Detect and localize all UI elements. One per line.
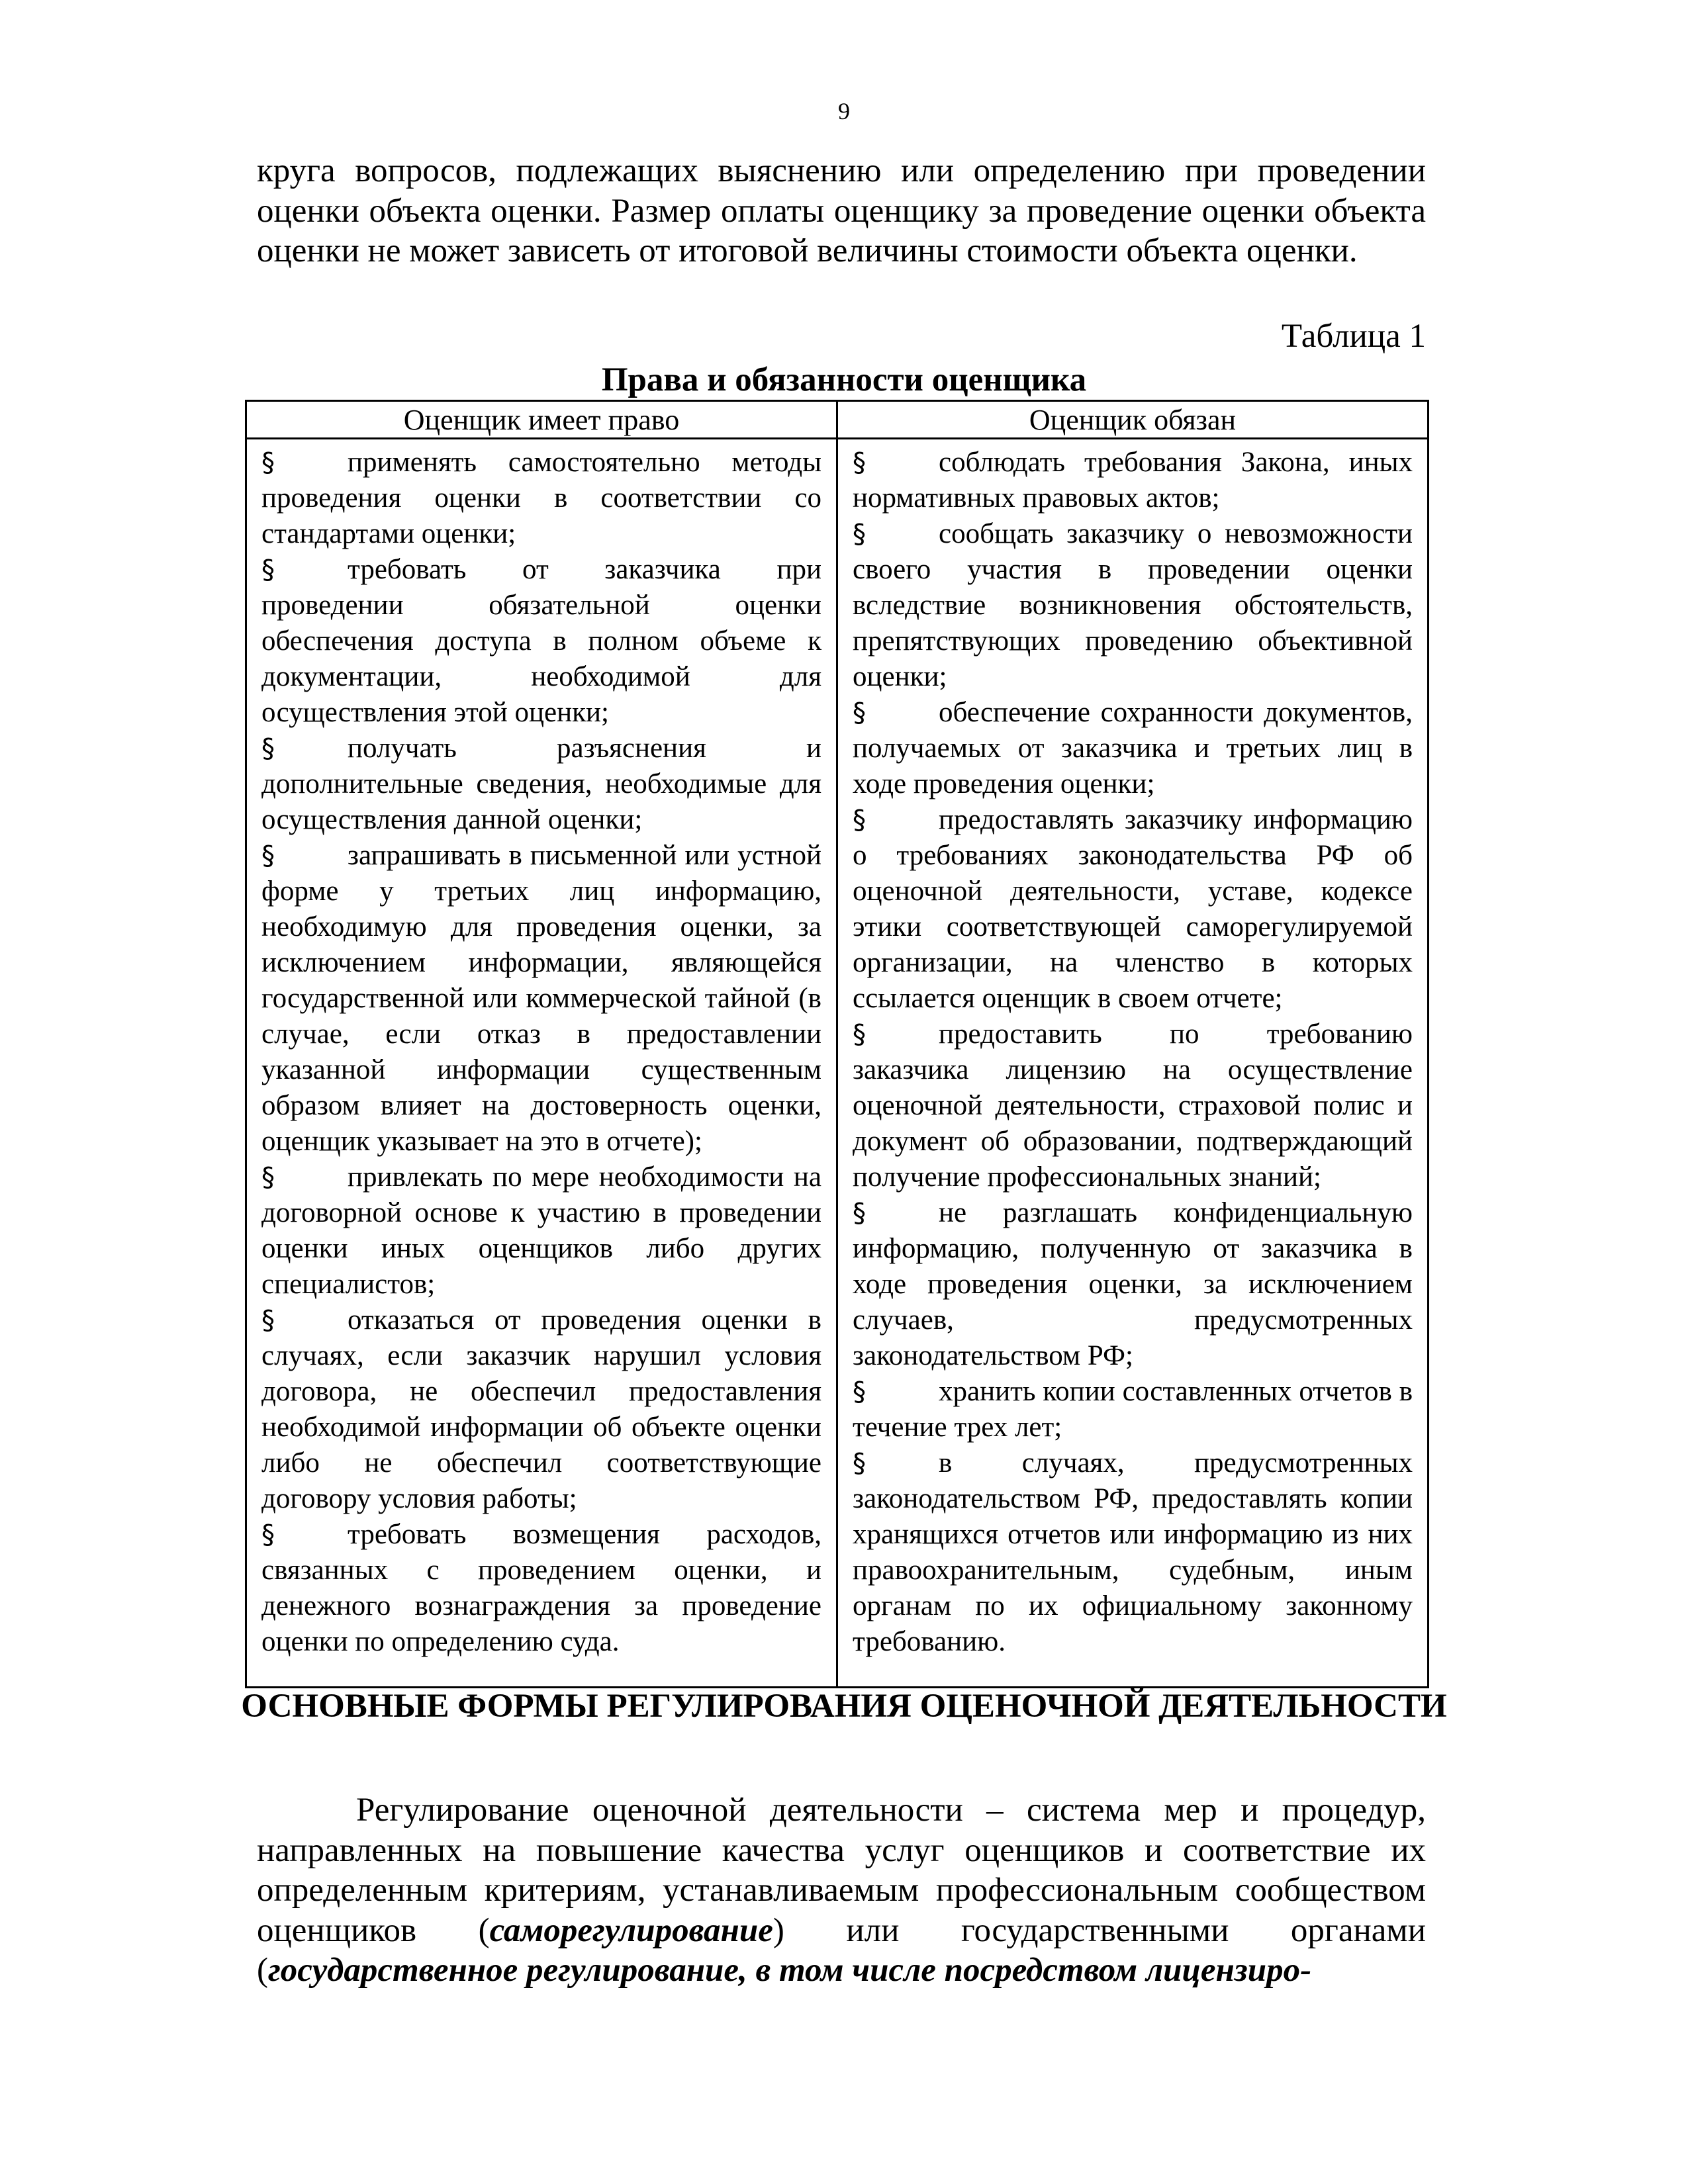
duties-column-header: Оценщик обязан: [837, 401, 1429, 439]
rights-item: [261, 1160, 821, 1302]
section-sign-icon: §: [261, 1520, 275, 1550]
rights-item: [261, 1517, 821, 1660]
rights-column: [246, 439, 837, 1688]
section-sign-icon: §: [853, 698, 866, 728]
section-sign-icon: §: [261, 447, 275, 478]
duties-item: [853, 1374, 1413, 1445]
duties-item-text: не разглашать конфиденциальную информацию, полученную от заказчика в ходе проведения оценки, за исключением случаев, предусмотренных законодательством РФ;: [853, 1197, 1413, 1371]
section-sign-icon: §: [853, 1198, 866, 1228]
regulation-paragraph: [257, 1790, 1426, 1991]
duties-item-text: соблюдать требования Закона, иных нормативных правовых актов;: [853, 447, 1413, 514]
section-sign-icon: §: [261, 1162, 275, 1193]
rights-column-header: Оценщик имеет право: [246, 401, 837, 439]
page-number: 9: [838, 98, 850, 124]
emphasis-term: саморегулирование: [489, 1911, 773, 1949]
rights-item: [261, 731, 821, 838]
table-body-row: [246, 439, 1429, 1688]
duties-item-text: в случаях, предусмотренных законодательством РФ, предоставлять копии хранящихся отчетов или информацию из них правоохранительным, судебным, иным органам по их официальному законному требованию.: [853, 1447, 1413, 1657]
duties-item: [853, 516, 1413, 695]
paragraph-text: ) или государственными органами (: [257, 1911, 1426, 1989]
table-label: Таблица 1: [1281, 318, 1426, 355]
duties-item: [853, 1445, 1413, 1660]
section-sign-icon: §: [853, 1019, 866, 1050]
section-sign-icon: §: [853, 805, 866, 835]
rights-duties-table: [245, 400, 1429, 1688]
duties-item: [853, 445, 1413, 516]
duties-item: [853, 1017, 1413, 1195]
section-sign-icon: §: [853, 447, 866, 478]
duties-item: [853, 1195, 1413, 1374]
rights-item: [261, 445, 821, 552]
section-sign-icon: §: [261, 1305, 275, 1336]
duties-item: [853, 695, 1413, 802]
table-title: Права и обязанности оценщика: [601, 361, 1087, 398]
rights-item-text: требовать от заказчика при проведении обязательной оценки обеспечения доступа в полном объеме к документации, необходимой для осуществления этой оценки;: [261, 554, 821, 728]
rights-item-text: запрашивать в письменной или устной форме у третьих лиц информацию, необходимую для проведения оценки, за исключением информации, являющейся государственной или коммерческой тайной (в случае, если отказ в предоставлении указанной информации существенным образом влияет на достоверность оценки, оценщик указывает на это в отчете);: [261, 840, 821, 1157]
intro-paragraph: круга вопросов, подлежащих выяснению или определению при проведении оценки объекта оценки. Размер оплаты оценщику за проведение оценки объекта оценки не может зависеть от итоговой величины стоимости объекта оценки.: [257, 152, 1426, 269]
rights-item-text: отказаться от проведения оценки в случаях, если заказчик нарушил условия договора, не обеспечил предоставления необходимой информации об объекте оценки либо не обеспечил соответствующие договору условия работы;: [261, 1304, 821, 1514]
duties-item-text: обеспечение сохранности документов, получаемых от заказчика и третьих лиц в ходе проведения оценки;: [853, 697, 1413, 799]
rights-item: [261, 552, 821, 731]
duties-column: [837, 439, 1429, 1688]
table-header-row: [246, 401, 1429, 439]
section-sign-icon: §: [853, 519, 866, 549]
rights-item-text: привлекать по мере необходимости на договорной основе к участию в проведении оценки иных оценщиков либо других специалистов;: [261, 1161, 821, 1300]
section-sign-icon: §: [853, 1377, 866, 1407]
section-heading: ОСНОВНЫЕ ФОРМЫ РЕГУЛИРОВАНИЯ ОЦЕНОЧНОЙ ДЕЯТЕЛЬНОСТИ: [241, 1688, 1447, 1725]
emphasis-term: государственное регулирование, в том числе посредством лицензиро-: [267, 1952, 1312, 1989]
duties-item: [853, 802, 1413, 1017]
rights-item-text: требовать возмещения расходов, связанных с проведением оценки, и денежного вознаграждения за проведение оценки по определению суда.: [261, 1519, 821, 1657]
duties-item-text: хранить копии составленных отчетов в течение трех лет;: [853, 1376, 1413, 1443]
rights-item: [261, 838, 821, 1160]
section-sign-icon: §: [261, 841, 275, 871]
rights-item-text: применять самостоятельно методы проведения оценки в соответствии со стандартами оценки;: [261, 447, 821, 549]
section-sign-icon: §: [853, 1448, 866, 1479]
rights-item-text: получать разъяснения и дополнительные сведения, необходимые для осуществления данной оценки;: [261, 733, 821, 835]
duties-item-text: предоставить по требованию заказчика лицензию на осуществление оценочной деятельности, страховой полис и документ об образовании, подтверждающий получение профессиональных знаний;: [853, 1019, 1413, 1193]
section-sign-icon: §: [261, 733, 275, 764]
duties-item-text: сообщать заказчику о невозможности своего участия в проведении оценки вследствие возникновения обстоятельств, препятствующих проведению объективной оценки;: [853, 518, 1413, 692]
duties-item-text: предоставлять заказчику информацию о требованиях законодательства РФ об оценочной деятельности, уставе, кодексе этики соответствующей саморегулируемой организации, на членство в которых ссылается оценщик в своем отчете;: [853, 804, 1413, 1014]
paragraph-text: Регулирование оценочной деятельности – система мер и процедур, направленных на повышение качества услуг оценщиков и соответствие их определенным критериям, устанавливаемым профессиональным сообществом оценщиков (: [257, 1792, 1426, 1949]
rights-item: [261, 1302, 821, 1517]
section-sign-icon: §: [261, 555, 275, 585]
